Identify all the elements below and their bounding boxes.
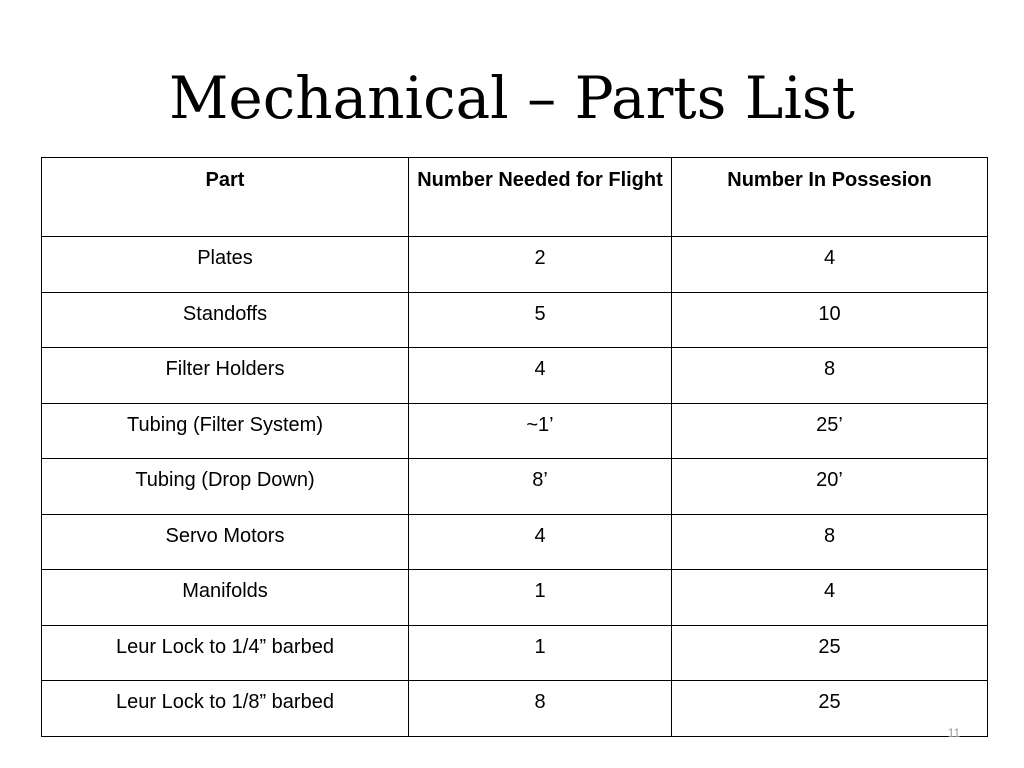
number-needed-cell: 4 bbox=[409, 348, 672, 404]
table-row bbox=[42, 237, 988, 293]
table-row bbox=[42, 292, 988, 348]
column-header-part: Part bbox=[42, 158, 409, 237]
number-in-possession-cell: 8 bbox=[672, 348, 988, 404]
number-needed-cell: 8’ bbox=[409, 459, 672, 515]
number-in-possession-cell: 20’ bbox=[672, 459, 988, 515]
part-name-cell: Filter Holders bbox=[42, 348, 409, 404]
table-row bbox=[42, 348, 988, 404]
number-needed-cell: 1 bbox=[409, 625, 672, 681]
table-body bbox=[42, 237, 988, 737]
part-name-cell: Leur Lock to 1/4” barbed bbox=[42, 625, 409, 681]
number-needed-cell: 5 bbox=[409, 292, 672, 348]
number-in-possession-cell: 25’ bbox=[672, 403, 988, 459]
table-row bbox=[42, 625, 988, 681]
column-header-number-in-possession: Number In Possesion bbox=[672, 158, 988, 237]
number-in-possession-cell: 4 bbox=[672, 237, 988, 293]
number-needed-cell: 2 bbox=[409, 237, 672, 293]
table-row bbox=[42, 681, 988, 737]
part-name-cell: Manifolds bbox=[42, 570, 409, 626]
slide-title: Mechanical – Parts List bbox=[169, 64, 855, 132]
part-name-cell: Servo Motors bbox=[42, 514, 409, 570]
number-in-possession-cell: 8 bbox=[672, 514, 988, 570]
parts-table bbox=[41, 157, 988, 737]
number-needed-cell: 4 bbox=[409, 514, 672, 570]
number-needed-cell: 1 bbox=[409, 570, 672, 626]
table-row bbox=[42, 570, 988, 626]
table-row bbox=[42, 459, 988, 515]
part-name-cell: Tubing (Filter System) bbox=[42, 403, 409, 459]
column-header-number-needed: Number Needed for Flight bbox=[409, 158, 672, 237]
number-needed-cell: 8 bbox=[409, 681, 672, 737]
part-name-cell: Standoffs bbox=[42, 292, 409, 348]
table-header-row bbox=[42, 158, 988, 237]
number-in-possession-cell: 10 bbox=[672, 292, 988, 348]
number-in-possession-cell: 25 bbox=[672, 625, 988, 681]
table-row bbox=[42, 514, 988, 570]
part-name-cell: Tubing (Drop Down) bbox=[42, 459, 409, 515]
part-name-cell: Leur Lock to 1/8” barbed bbox=[42, 681, 409, 737]
page-number: 11 bbox=[947, 726, 961, 740]
part-name-cell: Plates bbox=[42, 237, 409, 293]
number-in-possession-cell: 4 bbox=[672, 570, 988, 626]
number-needed-cell: ~1’ bbox=[409, 403, 672, 459]
table-row bbox=[42, 403, 988, 459]
number-in-possession-cell: 25 bbox=[672, 681, 988, 737]
